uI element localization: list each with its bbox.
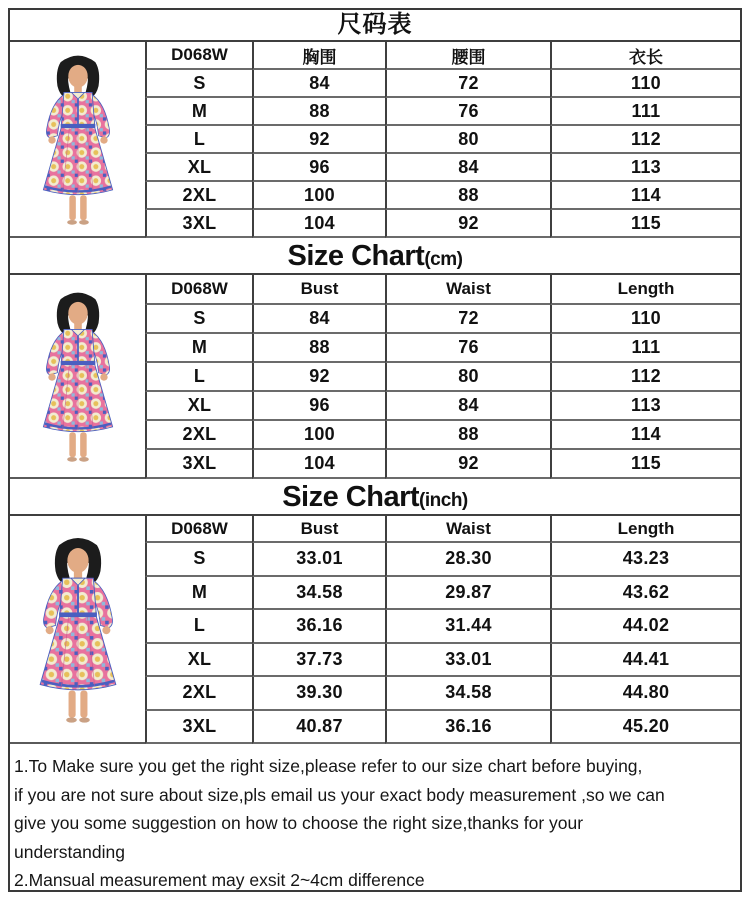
waist-cell: 31.44: [385, 610, 550, 644]
title-size-chart-cm: [10, 238, 740, 275]
chart-frame: [8, 8, 742, 892]
col-header-bust-cn: 胸围: [252, 42, 385, 70]
title-unit-suffix: (inch): [419, 490, 468, 511]
size-note-line: 1.To Make sure you get the right size,please refer to our size chart before buying,: [14, 756, 643, 776]
product-model-image: [10, 42, 145, 238]
bust-cell: 92: [252, 126, 385, 154]
size-cell: 3XL: [145, 711, 252, 745]
length-cell: 115: [550, 450, 740, 479]
product-model-image: [10, 275, 145, 479]
bust-cell: 36.16: [252, 610, 385, 644]
size-cell: 2XL: [145, 421, 252, 450]
title-text: Size Chart: [282, 481, 420, 513]
length-cell: 43.62: [550, 577, 740, 611]
size-cell: 2XL: [145, 677, 252, 711]
bust-cell: 96: [252, 392, 385, 421]
bust-cell: 84: [252, 70, 385, 98]
length-cell: 44.02: [550, 610, 740, 644]
length-cell: 113: [550, 392, 740, 421]
bust-cell: 40.87: [252, 711, 385, 745]
size-cell: 3XL: [145, 450, 252, 479]
bust-cell: 104: [252, 210, 385, 238]
col-header-waist: Waist: [385, 275, 550, 305]
length-cell: 111: [550, 334, 740, 363]
length-cell: 112: [550, 363, 740, 392]
col-header-bust: Bust: [252, 516, 385, 543]
size-cell: L: [145, 126, 252, 154]
bust-cell: 92: [252, 363, 385, 392]
waist-cell: 72: [385, 70, 550, 98]
col-header-length: Length: [550, 275, 740, 305]
waist-cell: 88: [385, 182, 550, 210]
size-table-en-inch: [10, 516, 740, 744]
waist-cell: 92: [385, 210, 550, 238]
length-cell: 114: [550, 182, 740, 210]
col-header-product-code: D068W: [145, 275, 252, 305]
title-text: Size Chart: [287, 240, 425, 272]
size-table-cn-cm: [10, 42, 740, 238]
col-header-bust: Bust: [252, 275, 385, 305]
bust-cell: 88: [252, 98, 385, 126]
sizing-notes: [10, 744, 740, 895]
size-cell: M: [145, 334, 252, 363]
size-note-line: if you are not sure about size,pls email us your exact body measurement ,so we can: [14, 784, 665, 805]
bust-cell: 88: [252, 334, 385, 363]
size-cell: XL: [145, 392, 252, 421]
title-size-chart-inch: [10, 479, 740, 516]
col-header-waist: Waist: [385, 516, 550, 543]
waist-cell: 36.16: [385, 711, 550, 745]
bust-cell: 100: [252, 182, 385, 210]
size-table-en-cm: [10, 275, 740, 479]
waist-cell: 76: [385, 98, 550, 126]
length-cell: 43.23: [550, 543, 740, 577]
length-cell: 113: [550, 154, 740, 182]
col-header-length-cn: 衣长: [550, 42, 740, 70]
size-cell: S: [145, 70, 252, 98]
size-cell: M: [145, 98, 252, 126]
size-cell: M: [145, 577, 252, 611]
waist-cell: 72: [385, 305, 550, 334]
waist-cell: 29.87: [385, 577, 550, 611]
size-cell: S: [145, 305, 252, 334]
col-header-product-code: D068W: [145, 42, 252, 70]
bust-cell: 96: [252, 154, 385, 182]
size-cell: XL: [145, 644, 252, 678]
length-cell: 110: [550, 305, 740, 334]
length-cell: 45.20: [550, 711, 740, 745]
size-cell: 2XL: [145, 182, 252, 210]
waist-cell: 88: [385, 421, 550, 450]
product-model-image: [10, 516, 145, 744]
waist-cell: 34.58: [385, 677, 550, 711]
waist-cell: 84: [385, 154, 550, 182]
col-header-length: Length: [550, 516, 740, 543]
title-unit-suffix: (cm): [424, 249, 463, 270]
bust-cell: 34.58: [252, 577, 385, 611]
waist-cell: 92: [385, 450, 550, 479]
waist-cell: 76: [385, 334, 550, 363]
length-cell: 44.41: [550, 644, 740, 678]
size-note-line: understanding: [14, 841, 125, 862]
length-cell: 44.80: [550, 677, 740, 711]
length-cell: 115: [550, 210, 740, 238]
title-text: 尺码表: [337, 11, 413, 38]
bust-cell: 37.73: [252, 644, 385, 678]
waist-cell: 80: [385, 363, 550, 392]
size-cell: L: [145, 363, 252, 392]
length-cell: 110: [550, 70, 740, 98]
waist-cell: 33.01: [385, 644, 550, 678]
bust-cell: 104: [252, 450, 385, 479]
model-figure-icon: [13, 527, 143, 731]
title-size-chart-cn: [10, 10, 740, 42]
size-note-line: give you some suggestion on how to choose the right size,thanks for your: [14, 813, 584, 833]
col-header-waist-cn: 腰围: [385, 42, 550, 70]
bust-cell: 39.30: [252, 677, 385, 711]
bust-cell: 100: [252, 421, 385, 450]
bust-cell: 84: [252, 305, 385, 334]
length-cell: 111: [550, 98, 740, 126]
bust-cell: 33.01: [252, 543, 385, 577]
size-cell: 3XL: [145, 210, 252, 238]
size-cell: XL: [145, 154, 252, 182]
col-header-product-code: D068W: [145, 516, 252, 543]
size-cell: S: [145, 543, 252, 577]
length-cell: 114: [550, 421, 740, 450]
waist-cell: 84: [385, 392, 550, 421]
length-cell: 112: [550, 126, 740, 154]
size-note-line: 2.Mansual measurement may exsit 2~4cm difference: [14, 870, 425, 890]
model-figure-icon: [18, 47, 138, 231]
waist-cell: 80: [385, 126, 550, 154]
model-figure-icon: [18, 284, 138, 468]
waist-cell: 28.30: [385, 543, 550, 577]
size-cell: L: [145, 610, 252, 644]
